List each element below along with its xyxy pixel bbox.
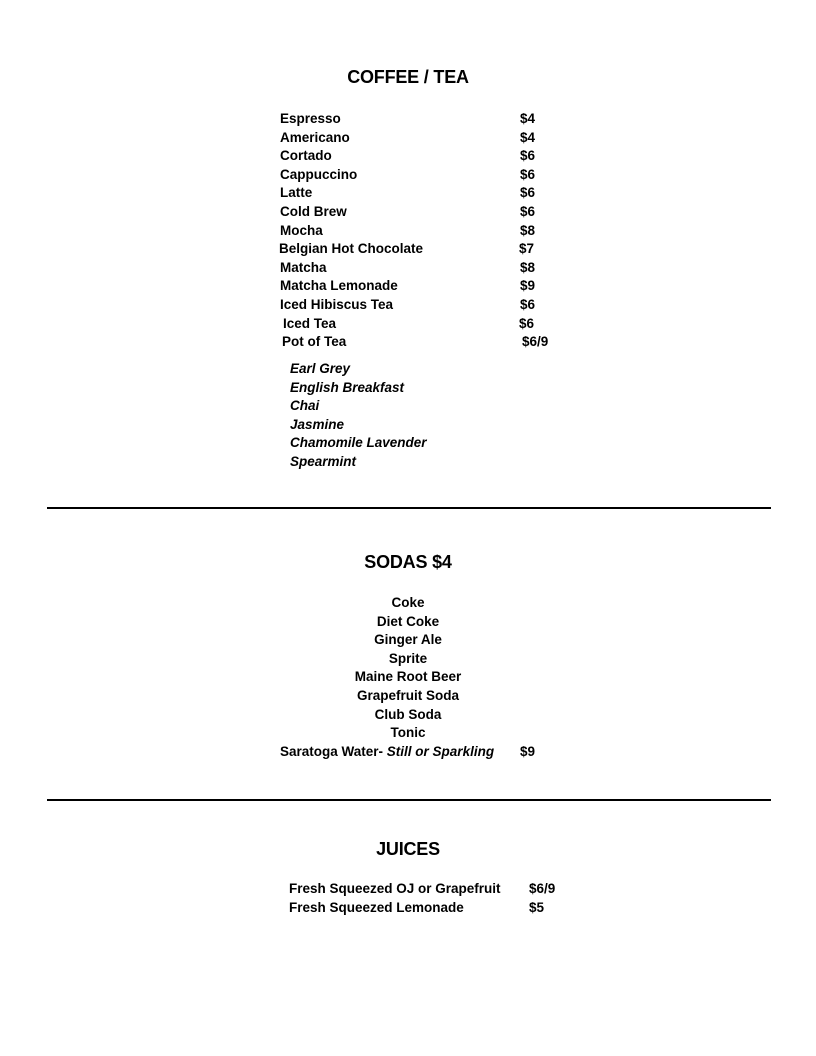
item-price: $6: [519, 315, 535, 331]
soda-item: Ginger Ale: [374, 632, 442, 648]
item-price: $6: [520, 297, 536, 312]
item-price: $8: [520, 259, 536, 275]
juice-name: Fresh Squeezed Lemonade: [289, 900, 464, 915]
tea-option: Earl Grey: [290, 361, 351, 376]
saratoga-name: Saratoga Water-: [280, 744, 384, 759]
item-name: Cold Brew: [280, 204, 347, 219]
item-name: Americano: [280, 129, 350, 145]
juice-price: $6/9: [529, 881, 556, 896]
soda-item: Sprite: [388, 650, 428, 666]
section-divider: [47, 507, 771, 509]
item-name: Cortado: [280, 148, 332, 164]
soda-item: Coke: [391, 595, 425, 610]
juice-name: Fresh Squeezed OJ or Grapefruit: [289, 881, 501, 896]
soda-item: Grapefruit Soda: [356, 688, 459, 703]
item-name: Belgian Hot Chocolate: [279, 241, 424, 257]
item-price: $9: [520, 278, 536, 294]
item-price: $6: [520, 185, 536, 201]
item-price: $4: [520, 111, 536, 126]
item-price: $8: [520, 222, 536, 238]
item-name: Latte: [280, 185, 313, 201]
item-price: $6: [520, 166, 536, 182]
soda-item: Tonic: [390, 725, 426, 741]
item-name: Iced Tea: [283, 315, 337, 331]
tea-option: Chai: [290, 398, 320, 414]
saratoga-options: Still or Sparkling: [386, 744, 495, 759]
item-name: Mocha: [280, 222, 323, 238]
coffee-tea-title: COFFEE / TEA: [347, 67, 469, 87]
saratoga-price: $9: [520, 744, 536, 759]
item-price: $6: [520, 204, 536, 219]
tea-option: Jasmine: [290, 416, 345, 432]
tea-option: Spearmint: [290, 454, 357, 469]
juice-price: $5: [529, 900, 545, 915]
soda-item: Club Soda: [374, 706, 442, 722]
tea-option: Chamomile Lavender: [290, 435, 427, 451]
saratoga-water-item: [280, 743, 536, 761]
item-price: $6: [520, 148, 536, 164]
item-name: Matcha: [280, 259, 327, 275]
item-name: Pot of Tea: [282, 334, 347, 350]
item-price: $6/9: [522, 334, 549, 350]
juices-title: JUICES: [376, 839, 440, 859]
tea-option: English Breakfast: [290, 379, 405, 395]
section-divider: [47, 799, 771, 801]
item-price: $7: [519, 241, 535, 257]
item-name: Cappuccino: [280, 166, 358, 182]
sodas-title: SODAS $4: [364, 552, 452, 572]
soda-item: Diet Coke: [376, 613, 440, 629]
soda-item: Maine Root Beer: [354, 669, 462, 685]
item-name: Espresso: [280, 111, 341, 126]
item-name: Matcha Lemonade: [280, 278, 398, 294]
item-price: $4: [520, 129, 536, 145]
item-name: Iced Hibiscus Tea: [280, 297, 394, 312]
